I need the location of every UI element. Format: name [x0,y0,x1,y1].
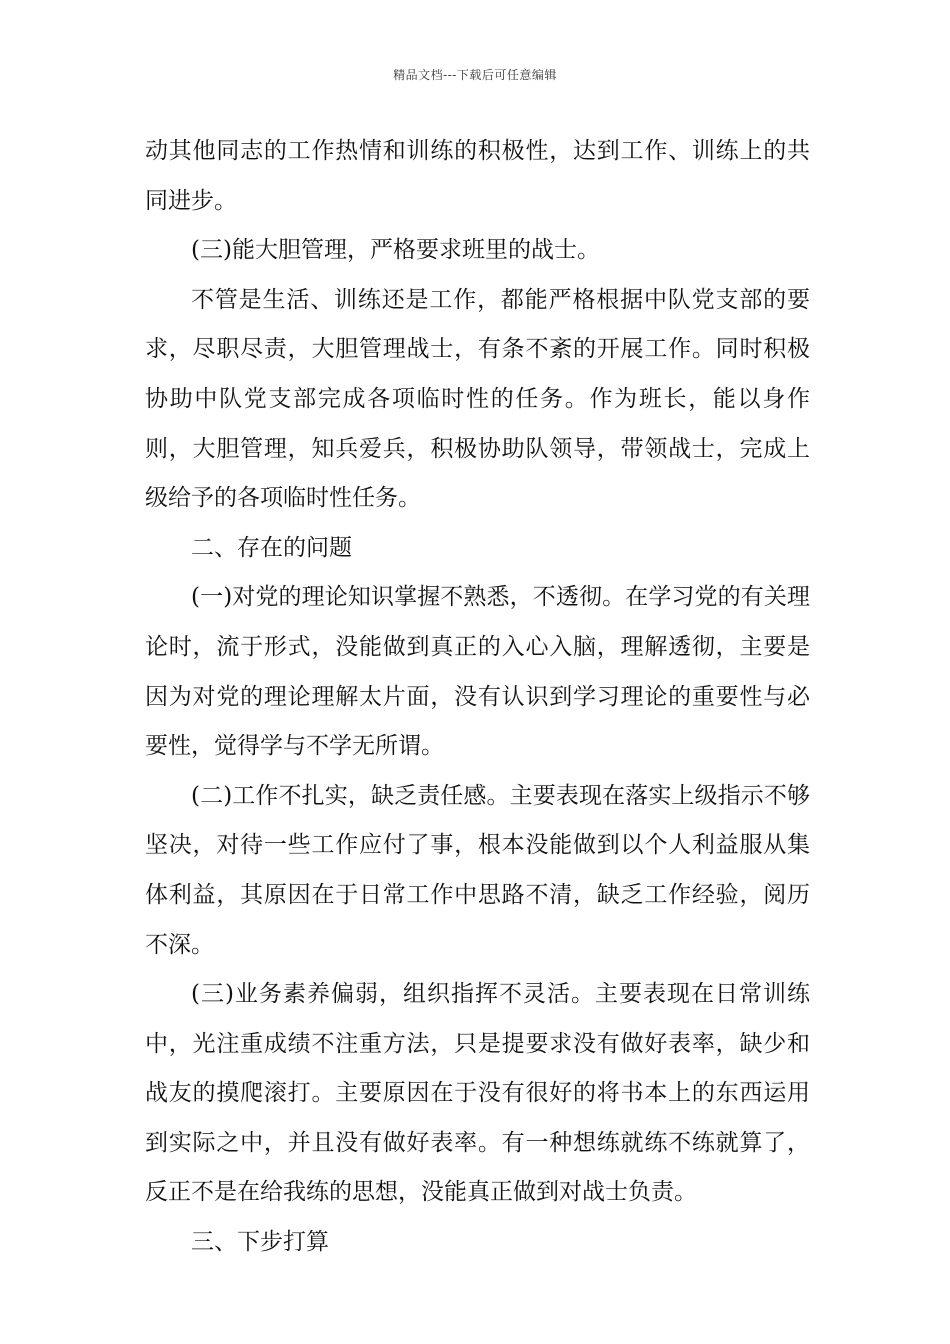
paragraph-continuation: 动其他同志的工作热情和训练的积极性，达到工作、训练上的共同进步。 [145,138,810,214]
subheading-bold-management: (三)能大胆管理，严格要求班里的战士。 [191,237,600,264]
paragraph-problem-skills: (三)业务素养偏弱，组织指挥不灵活。主要表现在日常训练中，光注重成绩不注重方法，只是提要求没有做好表率，缺少和战友的摸爬滚打。主要原因在于没有很好的将书本上的东西运用到实际之中，并且没有做好表率。有一种想练就练不练就算了，反正不是在给我练的思想，没能真正做到对战士负责。 [145,981,810,1206]
page-header: 精品文档---下载后可任意编辑 [393,68,557,82]
document-body [145,127,810,1268]
paragraph-management: 不管是生活、训练还是工作，都能严格根据中队党支部的要求，尽职尽责，大胆管理战士，有条不紊的开展工作。同时积极协助中队党支部完成各项临时性的任务。作为班长，能以身作则，大胆管理，知兵爱兵，积极协助队领导，带领战士，完成上级给予的各项临时性任务。 [145,286,810,512]
section-heading-problems: 二、存在的问题 [191,534,352,561]
paragraph-problem-theory: (一)对党的理论知识掌握不熟悉，不透彻。在学习党的有关理论时，流于形式，没能做到真正的入心入脑，理解透彻，主要是因为对党的理论理解太片面，没有认识到学习理论的重要性与必要性，觉得学与不学无所谓。 [145,584,810,760]
paragraph-problem-work: (二)工作不扎实，缺乏责任感。主要表现在落实上级指示不够坚决，对待一些工作应付了事，根本没能做到以个人利益服从集体利益，其原因在于日常工作中思路不清，缺乏工作经验，阅历不深。 [145,782,810,958]
section-heading-next-steps: 三、下步打算 [191,1229,329,1256]
